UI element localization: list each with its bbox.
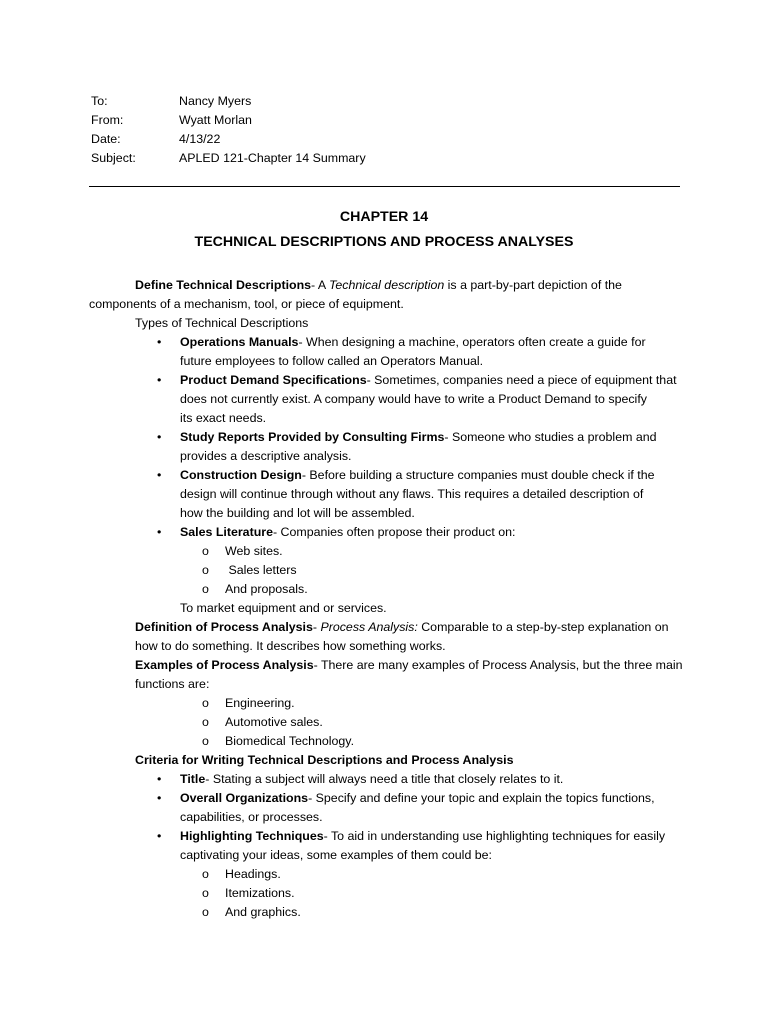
sub-list-item — [89, 884, 689, 903]
sub-list-item-text: Biomedical Technology. — [225, 734, 355, 748]
define-dash: - A — [311, 278, 329, 292]
chapter-number: CHAPTER 14 — [339, 209, 429, 225]
sub-bullet-icon: o — [202, 544, 209, 558]
bullet-icon: • — [157, 430, 162, 444]
list-item — [89, 789, 689, 808]
list-item — [89, 770, 689, 789]
list-item-continuation: capabilities, or processes. — [180, 810, 323, 824]
sub-bullet-icon: o — [202, 886, 209, 900]
list-item — [89, 428, 689, 447]
list-item-continuation: future employees to follow called an Operators Manual. — [180, 354, 484, 368]
sub-list-item — [89, 542, 689, 561]
criteria-heading: Criteria for Writing Technical Descriptions and Process Analysis — [135, 753, 514, 767]
sub-list-item — [89, 865, 689, 884]
sub-list-item — [89, 732, 689, 751]
memo-to-value: Nancy Myers — [179, 94, 252, 108]
define-italic-term: Technical description — [328, 278, 445, 292]
list-item-text: - Stating a subject will always need a title that closely relates to it. — [205, 772, 564, 786]
list-item-term: Construction Design — [180, 468, 302, 482]
process-def-heading: Definition of Process Analysis — [135, 620, 313, 634]
memo-to-label: To: — [91, 94, 108, 108]
bullet-icon: • — [157, 791, 162, 805]
memo-date-label: Date: — [91, 132, 121, 146]
sub-list-item-text: And proposals. — [225, 582, 308, 596]
define-paragraph-line1 — [89, 276, 689, 295]
types-heading: Types of Technical Descriptions — [135, 316, 309, 330]
define-heading: Define Technical Descriptions — [135, 278, 312, 292]
sub-list-item — [89, 694, 689, 713]
sub-bullet-icon: o — [202, 563, 209, 577]
process-def-line1 — [89, 618, 689, 637]
define-text: is a part-by-part depiction of the — [444, 278, 622, 292]
list-item-text: - Before building a structure companies must double check if the — [301, 468, 655, 482]
header-divider — [89, 186, 680, 187]
process-def-italic-term: Process Analysis: — [320, 620, 418, 634]
memo-header — [91, 92, 366, 168]
process-def-line2: how to do something. It describes how something works. — [135, 639, 446, 653]
document-body — [89, 276, 689, 922]
list-item — [89, 333, 689, 352]
sub-list-item-text: Automotive sales. — [225, 715, 323, 729]
sub-bullet-icon: o — [202, 582, 209, 596]
list-item-continuation: how the building and lot will be assembled. — [180, 506, 415, 520]
sub-list-item-text: And graphics. — [225, 905, 301, 919]
list-item-text: - Sometimes, companies need a piece of equipment that — [366, 373, 677, 387]
sub-bullet-icon: o — [202, 905, 209, 919]
list-item-term: Title — [180, 772, 206, 786]
list-item — [89, 371, 689, 390]
list-item-term: Overall Organizations — [180, 791, 309, 805]
list-item-continuation: does not currently exist. A company would have to write a Product Demand to specify — [180, 392, 647, 406]
sub-list-item-text: Sales letters — [225, 563, 297, 577]
sub-bullet-icon: o — [202, 867, 209, 881]
bullet-icon: • — [157, 829, 162, 843]
memo-subject-value: APLED 121-Chapter 14 Summary — [179, 151, 366, 165]
list-item-continuation: design will continue through without any flaws. This requires a detailed description of — [180, 487, 644, 501]
list-item-text: - When designing a machine, operators often create a guide for — [298, 335, 646, 349]
examples-line1 — [89, 656, 689, 675]
list-item — [89, 523, 689, 542]
list-item — [89, 827, 689, 846]
list-item-text: - To aid in understanding use highlighting techniques for easily — [323, 829, 666, 843]
bullet-icon: • — [157, 468, 162, 482]
list-item-term: Operations Manuals — [180, 335, 299, 349]
list-item-continuation: captivating your ideas, some examples of them could be: — [180, 848, 492, 862]
define-paragraph-line2: components of a mechanism, tool, or piece of equipment. — [89, 297, 404, 311]
list-item-text: - Specify and define your topic and explain the topics functions, — [308, 791, 655, 805]
sub-bullet-icon: o — [202, 696, 209, 710]
bullet-icon: • — [157, 335, 162, 349]
process-def-text: Comparable to a step-by-step explanation on — [417, 620, 669, 634]
memo-from-value: Wyatt Morlan — [179, 113, 252, 127]
list-item-term: Study Reports Provided by Consulting Firms — [180, 430, 445, 444]
sub-bullet-icon: o — [202, 734, 209, 748]
memo-subject-row — [91, 149, 366, 168]
chapter-title: TECHNICAL DESCRIPTIONS AND PROCESS ANALYSES — [194, 234, 574, 250]
list-item-term: Product Demand Specifications — [180, 373, 367, 387]
sub-list-item-text: Engineering. — [225, 696, 295, 710]
sub-bullet-icon: o — [202, 715, 209, 729]
memo-date-row — [91, 130, 366, 149]
process-def-dash: - — [312, 620, 321, 634]
list-item-text: - Someone who studies a problem and — [444, 430, 657, 444]
memo-date-value: 4/13/22 — [179, 132, 221, 146]
list-item-text: - Companies often propose their product on: — [272, 525, 516, 539]
sub-list-item-text: Web sites. — [225, 544, 283, 558]
bullet-icon: • — [157, 772, 162, 786]
sub-list-item-text: Headings. — [225, 867, 281, 881]
sub-list-item — [89, 561, 689, 580]
list-item-continuation: provides a descriptive analysis. — [180, 449, 352, 463]
memo-from-row — [91, 111, 366, 130]
list-item-term: Sales Literature — [180, 525, 273, 539]
bullet-icon: • — [157, 373, 162, 387]
sub-list-item — [89, 580, 689, 599]
examples-line2: functions are: — [135, 677, 210, 691]
sub-list-item — [89, 713, 689, 732]
bullet-icon: • — [157, 525, 162, 539]
examples-text: - There are many examples of Process Analysis, but the three main — [313, 658, 683, 672]
sub-list-item-text: Itemizations. — [225, 886, 295, 900]
list-item — [89, 466, 689, 485]
list-item-term: Highlighting Techniques — [180, 829, 324, 843]
examples-heading: Examples of Process Analysis — [135, 658, 314, 672]
sales-after-text: To market equipment and or services. — [180, 601, 387, 615]
memo-from-label: From: — [91, 113, 124, 127]
memo-to-row — [91, 92, 366, 111]
list-item-continuation: its exact needs. — [180, 411, 267, 425]
memo-subject-label: Subject: — [91, 151, 136, 165]
sub-list-item — [89, 903, 689, 922]
